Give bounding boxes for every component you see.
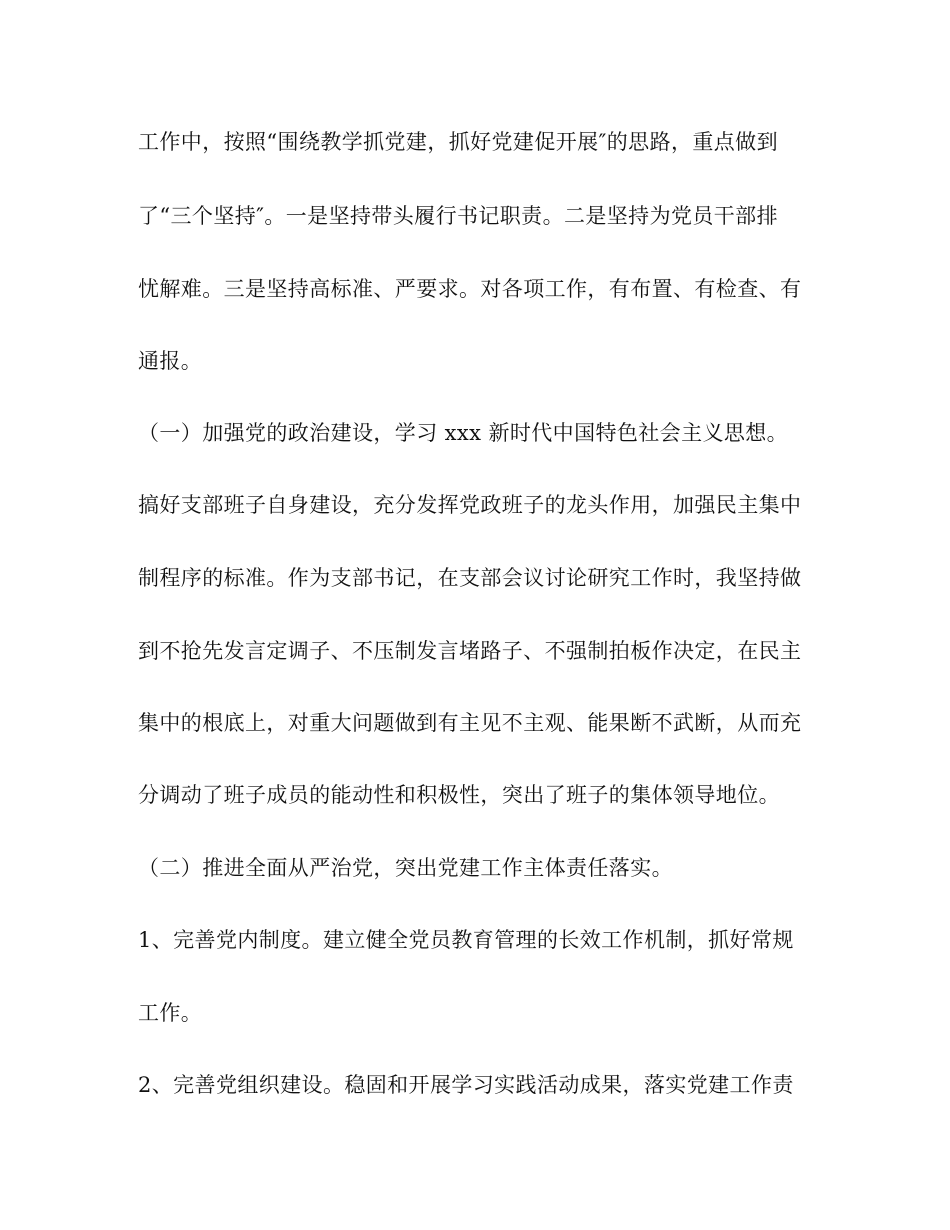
text-line: 2、完善党组织建设。稳固和开展学习实践活动成果，落实党建工作责 <box>138 1073 794 1097</box>
text-line: 制程序的标准。作为支部书记，在支部会议讨论研究工作时，我坚持做 <box>138 566 802 590</box>
text-line: 工作中，按照“围绕教学抓党建，抓好党建促开展″的思路，重点做到 <box>138 130 778 154</box>
text-line: 到不抢先发言定调子、不压制发言堵路子、不强制拍板作决定，在民主 <box>138 639 802 663</box>
text-line: 1、完善党内制度。建立健全党员教育管理的长效工作机制，抓好常规 <box>138 928 794 952</box>
text-line: 通报。 <box>138 349 203 373</box>
text-line: 了“三个坚持″。一是坚持带头履行书记职责。二是坚持为党员干部排 <box>138 204 778 228</box>
text-line: 工作。 <box>138 1001 203 1025</box>
text-line: 忧解难。三是坚持高标准、严要求。对各项工作，有布置、有检查、有 <box>138 277 802 301</box>
text-line: 分调动了班子成员的能动性和积极性，突出了班子的集体领导地位。 <box>138 783 780 807</box>
section-heading: （一）加强党的政治建设，学习 xxx 新时代中国特色社会主义思想。 <box>138 421 789 445</box>
text-line: 搞好支部班子自身建设，充分发挥党政班子的龙头作用，加强民主集中 <box>138 493 802 517</box>
text-line: 集中的根底上，对重大问题做到有主见不主观、能果断不武断，从而充 <box>138 711 802 735</box>
section-heading: （二）推进全面从严治党，突出党建工作主体责任落实。 <box>138 856 673 880</box>
